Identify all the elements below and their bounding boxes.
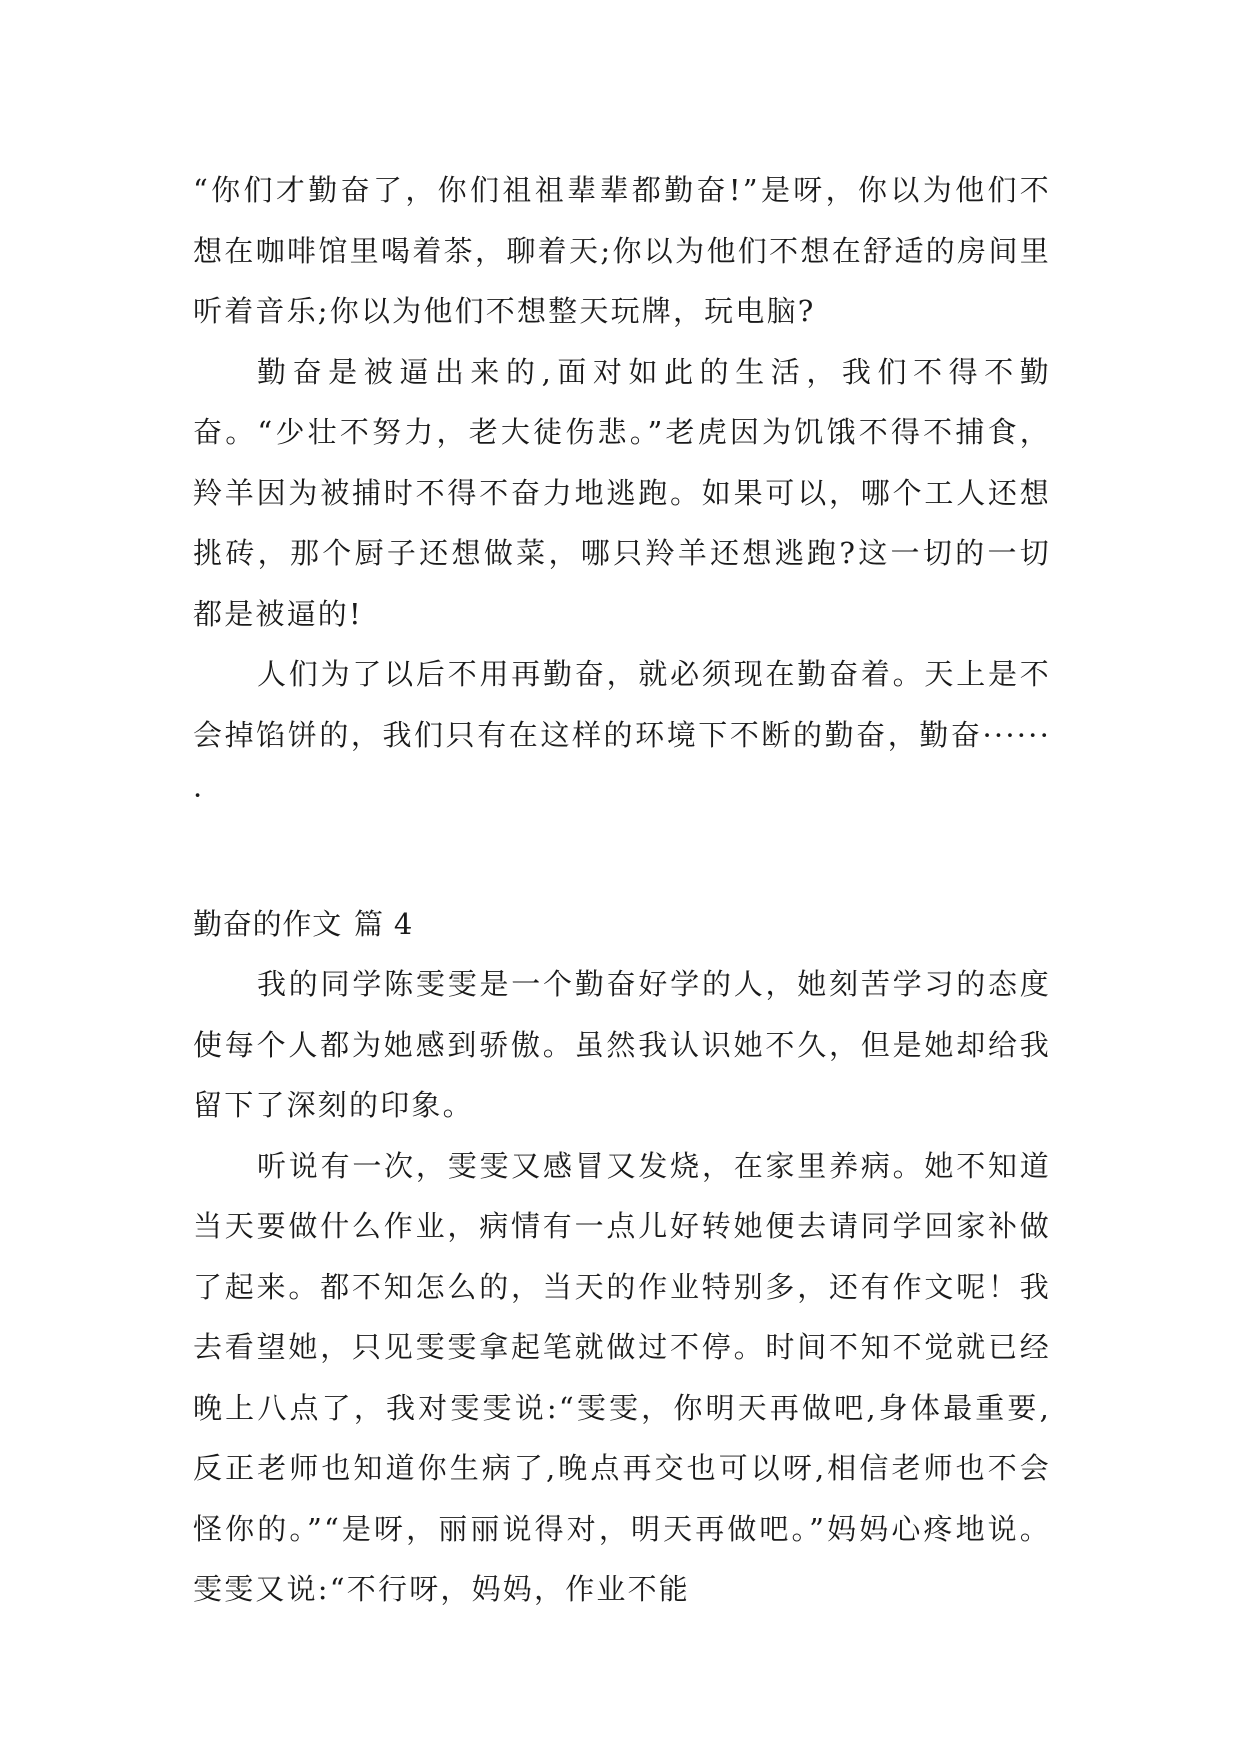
section-number: 篇 4: [354, 906, 414, 941]
paragraph: 人们为了以后不用再勤奋，就必须现在勤奋着。天上是不会掉馅饼的，我们只有在这样的环境下不断的勤奋，勤奋·······: [193, 657, 1051, 812]
section-heading: [193, 894, 1051, 955]
paragraph: 我的同学陈雯雯是一个勤奋好学的人，她刻苦学习的态度使每个人都为她感到骄傲。虽然我认识她不久，但是她却给我留下了深刻的印象。: [193, 967, 1051, 1122]
section-title: 勤奋的作文: [193, 906, 343, 941]
paragraph: “你们才勤奋了，你们祖祖辈辈都勤奋!”是呀，你以为他们不想在咖啡馆里喝着茶，聊着天;你以为他们不想在舒适的房间里听着音乐;你以为他们不想整天玩牌，玩电脑?: [193, 173, 1051, 328]
paragraph: 听说有一次，雯雯又感冒又发烧，在家里养病。她不知道当天要做什么作业，病情有一点儿好转她便去请同学回家补做了起来。都不知怎么的，当天的作业特别多，还有作文呢！我去看望她，只见雯雯拿起笔就做过不停。时间不知不觉就已经晚上八点了，我对雯雯说:“雯雯，你明天再做吧,身体最重要,反正老师也知道你生病了,晚点再交也可以呀,相信老师也不会怪你的。”“是呀，丽丽说得对，明天再做吧。”妈妈心疼地说。雯雯又说:“不行呀，妈妈，作业不能: [193, 1148, 1051, 1606]
document-body: [193, 160, 1051, 1620]
paragraph: 勤奋是被逼出来的,面对如此的生活，我们不得不勤奋。“少壮不努力，老大徒伤悲。”老虎因为饥饿不得不捕食，羚羊因为被捕时不得不奋力地逃跑。如果可以，哪个工人还想挑砖，那个厨子还想做菜，哪只羚羊还想逃跑?这一切的一切都是被逼的!: [193, 354, 1051, 631]
